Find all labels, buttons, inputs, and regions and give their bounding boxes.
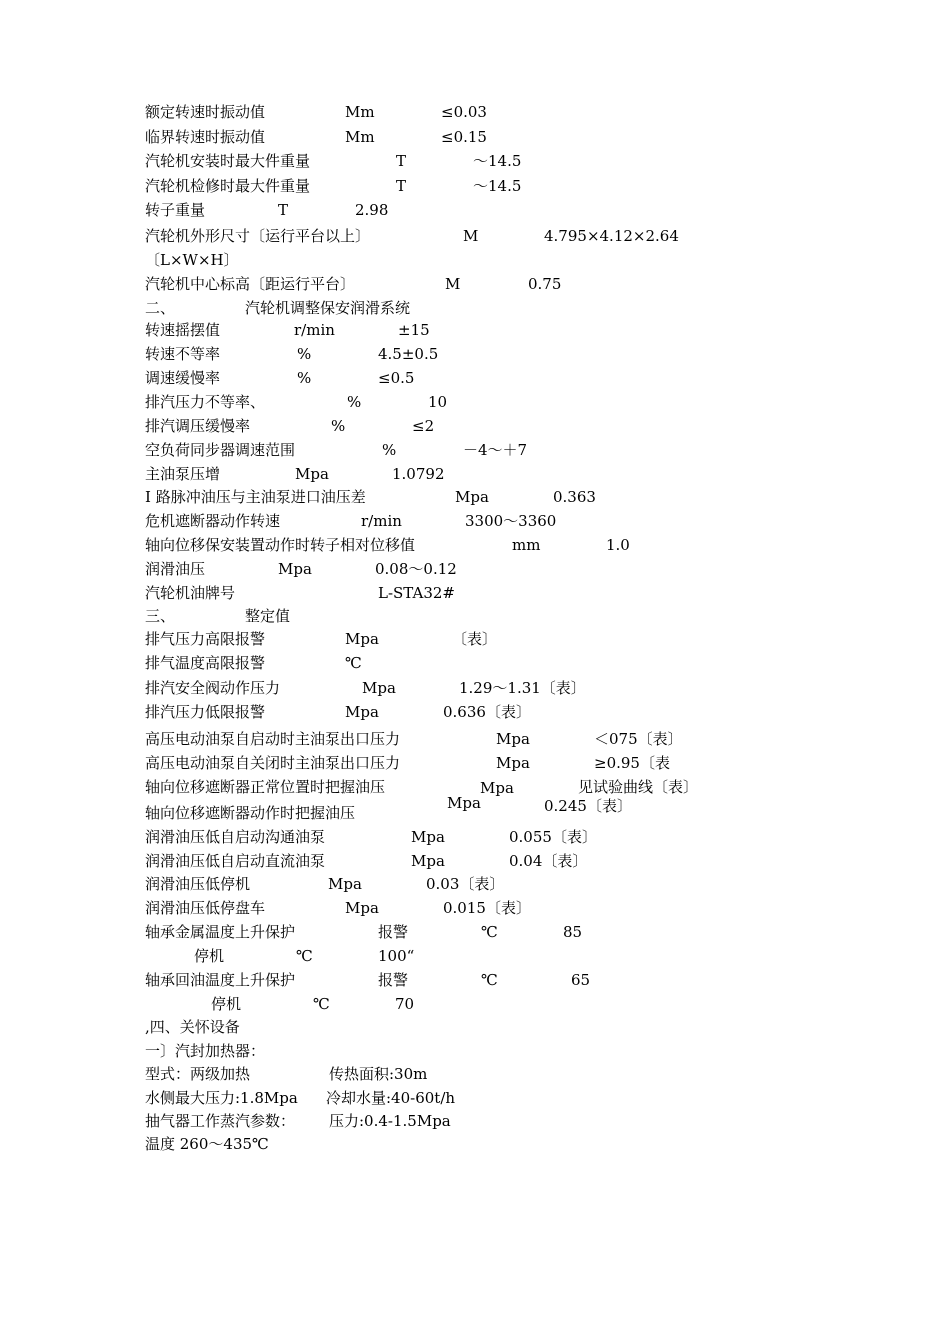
row-value: 0.03〔表〕 <box>426 875 505 893</box>
row-value: 1.29～1.31〔表〕 <box>459 679 586 697</box>
document-row <box>0 1016 950 1038</box>
document-row <box>0 391 950 413</box>
row-label: 排汽调压缓慢率 <box>145 417 251 435</box>
row-value: ℃ <box>481 971 498 989</box>
row-value: ≥0.95〔表 <box>594 754 670 772</box>
row-value: L-STA32# <box>378 584 455 602</box>
row-label: 危机遮断器动作转速 <box>145 512 281 530</box>
row-value: ≤0.5 <box>378 369 415 387</box>
row-value: 〔表〕 <box>452 630 498 648</box>
document-row <box>0 463 950 485</box>
row-value: －4～＋7 <box>463 441 528 459</box>
row-label: 排气压力高限报警 <box>145 630 266 648</box>
document-row <box>0 1063 950 1085</box>
row-value: mm <box>512 536 541 554</box>
document-row <box>0 273 950 295</box>
row-label: I 路脉冲油压与主油泵进口油压差 <box>145 488 366 506</box>
row-label: 高压电动油泵自启动时主油泵出口压力 <box>145 730 401 748</box>
row-value: 传热面积:30m <box>329 1065 428 1083</box>
row-label: 润滑油压低自启动直流油泵 <box>145 852 326 870</box>
document-row <box>0 1040 950 1062</box>
row-value: Mpa <box>328 875 362 893</box>
document-row <box>0 945 950 967</box>
document-row <box>0 701 950 723</box>
row-value: M <box>445 275 461 293</box>
row-value: 见试验曲线〔表〕 <box>578 778 699 796</box>
row-label: 汽轮机中心标高〔距运行平台〕 <box>145 275 356 293</box>
row-label: 汽轮机油牌号 <box>145 584 236 602</box>
row-value: 4.5±0.5 <box>378 345 439 363</box>
row-label: 温度 260～435℃ <box>145 1135 269 1153</box>
row-label: 一〕汽封加热器： <box>145 1042 266 1060</box>
document-row <box>0 1133 950 1155</box>
document-row <box>0 897 950 919</box>
document-row <box>0 628 950 650</box>
row-value: Mpa <box>411 852 445 870</box>
row-label: 轴承回油温度上升保护 <box>145 971 296 989</box>
document-row <box>0 873 950 895</box>
row-value: 0.363 <box>553 488 596 506</box>
row-label: 轴向位移遮断器动作时把握油压 <box>145 804 356 822</box>
row-value: 85 <box>563 923 583 941</box>
document-row <box>0 126 950 148</box>
row-value: r/min <box>294 321 335 339</box>
row-value: Mpa <box>496 730 530 748</box>
document-row <box>0 199 950 221</box>
row-label: 排气温度高限报警 <box>145 654 266 672</box>
row-label: 型式：两级加热 <box>145 1065 251 1083</box>
row-value: Mpa <box>496 754 530 772</box>
row-value: 2.98 <box>355 201 389 219</box>
row-value: Mpa <box>345 899 379 917</box>
row-value: T <box>396 152 407 170</box>
row-label: 排汽压力低限报警 <box>145 703 266 721</box>
row-value: 3300～3360 <box>465 512 557 530</box>
row-value: Mpa <box>278 560 312 578</box>
document-row <box>0 225 950 247</box>
row-label: 空负荷同步器调速范围 <box>145 441 296 459</box>
row-label: ,四、关怀设备 <box>145 1018 240 1036</box>
document-row <box>0 367 950 389</box>
document-row <box>0 249 950 271</box>
document-row <box>0 728 950 750</box>
row-value: Mpa <box>345 703 379 721</box>
document-row <box>0 652 950 674</box>
row-label: 转速摇摆值 <box>145 321 221 339</box>
row-value: 0.636〔表〕 <box>443 703 531 721</box>
row-value: ℃ <box>313 995 330 1013</box>
row-value: 4.795×4.12×2.64 <box>544 227 679 245</box>
row-value: 报警 <box>378 923 409 941</box>
row-value: M <box>463 227 479 245</box>
document-row <box>0 993 950 1015</box>
row-value: 整定值 <box>245 607 291 625</box>
row-value: 0.055〔表〕 <box>509 828 597 846</box>
row-value: ～14.5 <box>473 152 522 170</box>
document-row <box>0 921 950 943</box>
row-label: 停机 <box>194 947 225 965</box>
row-value: % <box>297 345 312 363</box>
document-row <box>0 319 950 341</box>
row-value: 压力:0.4-1.5Mpa <box>329 1112 451 1130</box>
row-value: ≤0.03 <box>441 103 487 121</box>
row-value: Mpa <box>455 488 489 506</box>
row-value: 100“ <box>378 947 415 965</box>
document-row <box>0 297 950 319</box>
row-value: ≤2 <box>412 417 435 435</box>
row-label: 抽气器工作蒸汽参数： <box>145 1112 296 1130</box>
row-label: 润滑油压低停机 <box>145 875 251 893</box>
document-row <box>0 486 950 508</box>
document-row <box>0 343 950 365</box>
row-value: 0.75 <box>528 275 562 293</box>
document-row <box>0 150 950 172</box>
document-row <box>0 605 950 627</box>
row-label: 停机 <box>211 995 242 1013</box>
row-label: 转子重量 <box>145 201 206 219</box>
row-label: 主油泵压增 <box>145 465 221 483</box>
document-row <box>0 677 950 699</box>
document-row <box>0 439 950 461</box>
row-value: ±15 <box>398 321 430 339</box>
row-label: 轴向位移遮断器正常位置时把握油压 <box>145 778 386 796</box>
document-row <box>0 969 950 991</box>
row-value: 汽轮机调整保安润滑系统 <box>245 299 411 317</box>
row-value: 0.04〔表〕 <box>509 852 588 870</box>
document-row <box>0 510 950 532</box>
row-value: ℃ <box>481 923 498 941</box>
document-row <box>0 794 950 824</box>
row-value: % <box>331 417 346 435</box>
row-label: 润滑油压低自启动沟通油泵 <box>145 828 326 846</box>
document-row <box>0 415 950 437</box>
row-value: Mpa <box>295 465 329 483</box>
row-value: Mpa <box>362 679 396 697</box>
row-value: ～14.5 <box>473 177 522 195</box>
row-value: ℃ <box>345 654 362 672</box>
row-value: 0.245〔表〕 <box>544 797 632 815</box>
row-value: r/min <box>361 512 402 530</box>
document-row <box>0 1110 950 1132</box>
document-row <box>0 850 950 872</box>
row-value: 70 <box>395 995 415 1013</box>
row-label: 水侧最大压力:1.8Mpa <box>145 1089 298 1107</box>
row-value: 冷却水量:40-60t/h <box>326 1089 456 1107</box>
row-value: Mpa <box>447 794 481 812</box>
row-value: % <box>347 393 362 411</box>
document-row <box>0 558 950 580</box>
row-label: 排汽安全阀动作压力 <box>145 679 281 697</box>
document-row <box>0 752 950 774</box>
row-value: ≤0.15 <box>441 128 487 146</box>
row-value: Mm <box>345 128 375 146</box>
document-row <box>0 101 950 123</box>
row-value: 1.0 <box>606 536 630 554</box>
document-row <box>0 534 950 556</box>
row-value: 0.08～0.12 <box>375 560 457 578</box>
row-label: 润滑油压低停盘车 <box>145 899 266 917</box>
row-label: 转速不等率 <box>145 345 221 363</box>
row-value: 10 <box>428 393 448 411</box>
row-label: 三、 <box>145 607 176 625</box>
row-label: 轴向位移保安装置动作时转子相对位移值 <box>145 536 416 554</box>
document-row <box>0 175 950 197</box>
document-row <box>0 582 950 604</box>
document-row <box>0 1087 950 1109</box>
document-row <box>0 826 950 848</box>
row-label: 润滑油压 <box>145 560 206 578</box>
row-value: Mpa <box>345 630 379 648</box>
row-label: 排汽压力不等率、 <box>145 393 266 411</box>
row-value: T <box>396 177 407 195</box>
row-label: 汽轮机安装时最大件重量 <box>145 152 311 170</box>
row-label: 临界转速时振动值 <box>145 128 266 146</box>
row-value: % <box>382 441 397 459</box>
row-value: Mpa <box>411 828 445 846</box>
row-value: % <box>297 369 312 387</box>
row-label: 轴承金属温度上升保护 <box>145 923 296 941</box>
row-label: 高压电动油泵自关闭时主油泵出口压力 <box>145 754 401 772</box>
row-label: 汽轮机检修时最大件重量 <box>145 177 311 195</box>
row-label: 额定转速时振动值 <box>145 103 266 121</box>
row-value: 1.0792 <box>392 465 445 483</box>
row-label: 〔L×W×H〕 <box>145 251 239 269</box>
row-value: ＜075〔表〕 <box>594 730 683 748</box>
row-label: 调速缓慢率 <box>145 369 221 387</box>
row-value: 0.015〔表〕 <box>443 899 531 917</box>
row-value: Mm <box>345 103 375 121</box>
row-value: Mpa <box>480 779 514 797</box>
row-value: 65 <box>571 971 591 989</box>
row-label: 汽轮机外形尺寸〔运行平台以上〕 <box>145 227 371 245</box>
row-value: ℃ <box>296 947 313 965</box>
row-value: T <box>278 201 289 219</box>
row-label: 二、 <box>145 299 176 317</box>
row-value: 报警 <box>378 971 409 989</box>
